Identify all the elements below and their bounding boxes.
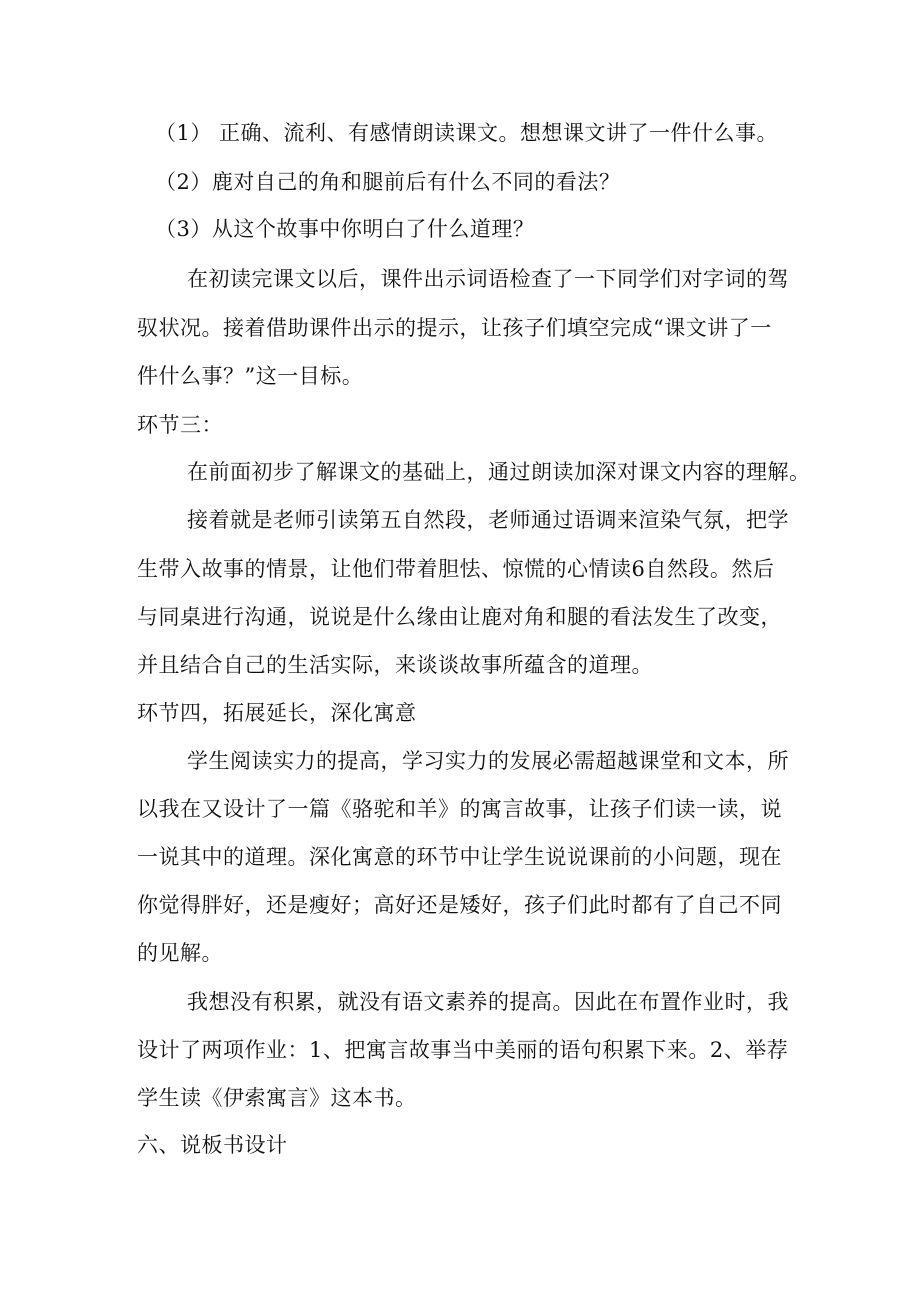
paragraph-line: 的见解。 xyxy=(137,941,223,965)
paragraph-line: 并且结合自己的生活实际，来谈谈故事所蕴含的道理。 xyxy=(137,653,653,677)
paragraph-line: 你觉得胖好，还是瘦好；高好还是矮好，孩子们此时都有了自己不同 xyxy=(137,893,782,917)
paragraph-line: 一说其中的道理。深化寓意的环节中让学生说说课前的小问题，现在 xyxy=(137,845,782,869)
question-1: （1） 正确、流利、有感情朗读课文。想想课文讲了一件什么事。 xyxy=(155,121,779,145)
paragraph-line: 我想没有积累，就没有语文素养的提高。因此在布置作业时，我 xyxy=(187,990,789,1014)
paragraph-line: 接着就是老师引读第五自然段，老师通过语调来渲染气氛，把学 xyxy=(187,508,789,532)
paragraph-line: 件什么事？”这一目标。 xyxy=(137,364,364,388)
paragraph-line: 与同桌进行沟通，说说是什么缘由让鹿对角和腿的看法发生了改变， xyxy=(137,605,782,629)
paragraph-line: 学生读《伊索寓言》这本书。 xyxy=(137,1086,417,1110)
paragraph-line: 驭状况。接着借助课件出示的提示，让孩子们填空完成“课文讲了一 xyxy=(137,316,772,340)
paragraph-line: 以我在又设计了一篇《骆驼和羊》的寓言故事，让孩子们读一读，说 xyxy=(137,797,782,821)
paragraph-line: 在前面初步了解课文的基础上，通过朗读加深对课文内容的理解。 xyxy=(187,460,811,484)
section-heading-board-design: 六、说板书设计 xyxy=(137,1133,288,1157)
paragraph-line: 设计了两项作业：1、把寓言故事当中美丽的语句积累下来。2、举荐 xyxy=(137,1038,789,1062)
paragraph-line: 在初读完课文以后，课件出示词语检查了一下同学们对字词的驾 xyxy=(187,267,789,291)
paragraph-line: 学生阅读实力的提高，学习实力的发展必需超越课堂和文本，所 xyxy=(187,749,789,773)
question-3: （3）从这个故事中你明白了什么道理？ xyxy=(155,217,535,241)
section-heading-step-3: 环节三： xyxy=(137,413,223,437)
section-heading-step-4: 环节四，拓展延长，深化寓意 xyxy=(137,701,417,725)
question-2: （2）鹿对自己的角和腿前后有什么不同的看法？ xyxy=(155,170,621,194)
paragraph-line: 生带入故事的情景，让他们带着胆怯、惊慌的心情读6自然段。然后 xyxy=(137,557,775,581)
